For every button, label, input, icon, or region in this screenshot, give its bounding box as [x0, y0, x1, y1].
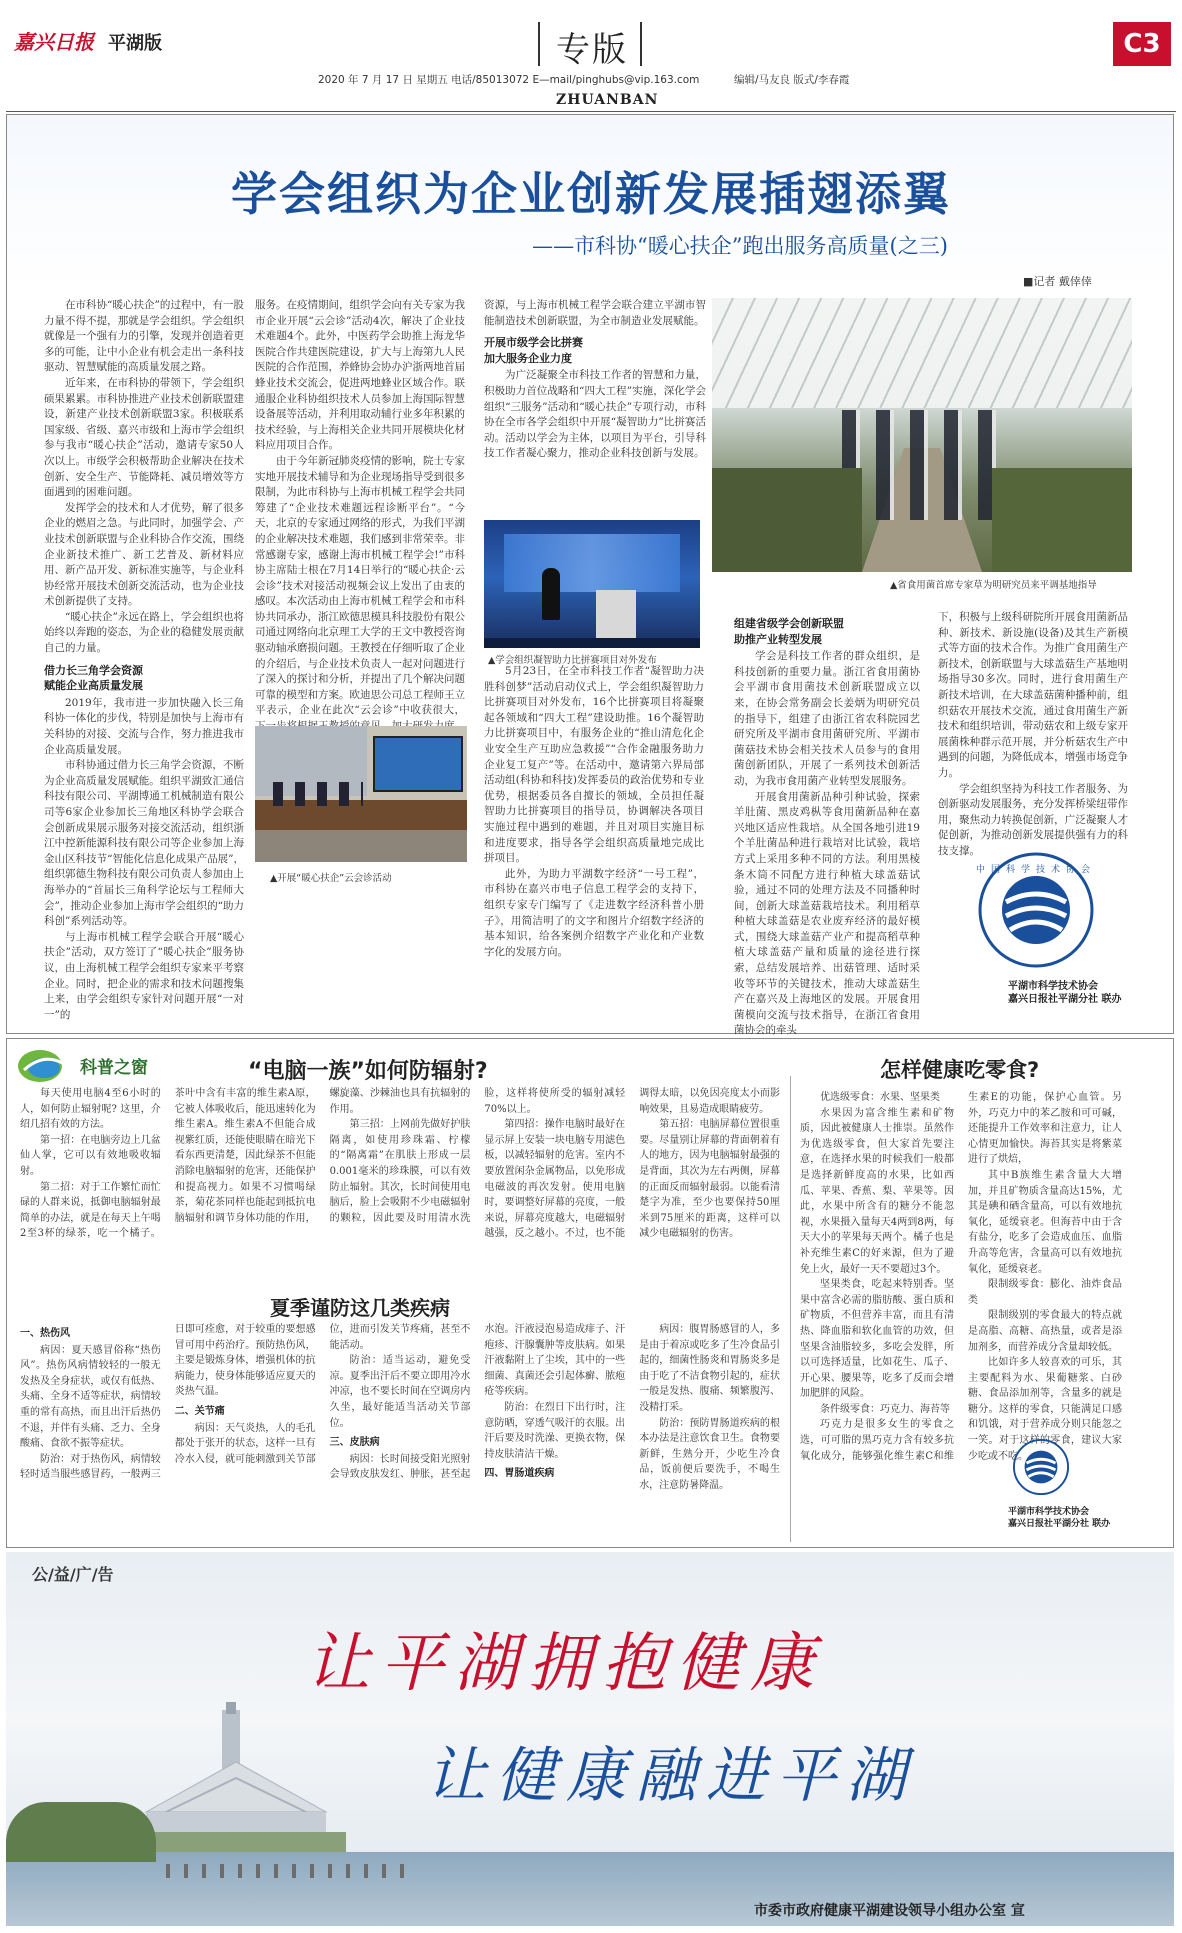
cast-logo-text: 中国科学技术协会: [975, 865, 1096, 875]
paragraph: 为广泛凝聚全市科技工作者的智慧和力量，积极助力首位战略和“四大工程”实施，深化学会组织“三服务”活动和“暖心扶企”专项行动，市科协在全市各学会组织中开展“凝智助力”比拼赛活动。活动以学会为主体，以项目为平台，引导科技工作者凝心聚力，推动企业科技创新与发展。: [484, 369, 706, 460]
paragraph: 限制级零食：膨化、油炸食品类: [968, 1279, 1122, 1306]
paragraph: 优选级零食：水果、坚果类: [820, 1092, 940, 1103]
section-heading: 二、关节痛: [174, 1405, 225, 1417]
ad-building: [126, 1702, 346, 1852]
section-heading: 四、胃肠道疾病: [484, 1468, 555, 1480]
paragraph: 防治：对于热伤风，病情较轻时适当服些感冒药，一般两三日即可痊愈，对于较重的要想感冒可用中药治疗。预防热伤风，主要是锻炼身体，增强机体的抗病能力，使身体能够适应夏天的炎热气温。: [20, 1324, 316, 1481]
greenhouse-roof: [712, 298, 1132, 408]
paragraph: 第一招：在电脑旁边上几盆仙人掌，它可以有效地吸收辐射。: [20, 1134, 161, 1177]
caption-stage: ▲学会组织凝智助力比拼赛项目对外发布: [488, 655, 657, 666]
paragraph: 发挥学会的技术和人才优势，解了很多企业的燃眉之急。与此同时，加强学会、产业技术创新联盟与企业科协合作交流，围绕企业新技术推广、新工艺普及、新材料应用、新产品开发、新标准实施等，与企业科协经常开展技术创新交流活动，也为企业技术创新提供了支持。: [44, 501, 244, 608]
paragraph: 此外，为助力平湖数字经济“一号工程”，市科协在嘉兴市电子信息工程学会的支持下，组织专家专门编写了《走进数字经济科普小册子》，用简洁明了的文字和图片介绍数字经济的基本知识，给各案例介绍数字产业化和产业数字化的发展方向。: [484, 867, 704, 958]
paragraph: 巧克力是很多女生的零食之选，可可脂的黑巧克力含有较多抗氧化成分，能够强化维生素C和维生素E的功能，保护心血管。另外，巧克力中的苯乙胺和可可碱，还能提升工作效率和注意力，让人心情更加愉快。海苔其实是将紫菜进行了烘焙，: [800, 1092, 1122, 1462]
paragraph: 市科协通过借力长三角学会资源，不断为企业高质量发展赋能。组织平湖致汇通信科技有限公司、平湖博通工机械制造有限公司等6家企业参加长三角地区科协学会联合会创新成果展示服务对接交流活动，组织浙江中控新能源科技有限公司等企业参加上海金山区科技节“智能化信息化成果产品展”，组织郭德生物科技有限公司负责人参加由上海举办的“首届长三角科学论坛与工程师大会”，推动企业参加上海市学会组织的“助力科创”系列活动等。: [44, 759, 244, 928]
meeting-floor: [255, 830, 467, 862]
paragraph: 病因：长时间接受阳光照射会导致皮肤发红、肿胀，甚至起水泡。汗液浸泡易造成痱子、汗疱疹、汗腺囊肿等皮肤病。如果汗液黏附上了尘埃，其中的一些细菌、真菌还会引起体癣、脓疱疮等疾病。: [329, 1324, 626, 1481]
feature-col-4: [734, 610, 920, 1037]
feature-col-2: [255, 298, 465, 718]
paragraph: 资源，与上海市机械工程学会联合建立平湖市智能制造技术创新联盟，为全市制造业发展赋能。: [484, 299, 706, 327]
meeting-screen: [373, 736, 463, 792]
stage-photo: [484, 520, 700, 648]
landmark-building-icon: [126, 1702, 346, 1852]
science-logo: [14, 1046, 74, 1086]
meeting-people: [273, 782, 363, 806]
science-article3-title: 怎样健康吃零食?: [880, 1058, 1040, 1082]
feature-headline: 学会组织为企业创新发展插翅添翼: [231, 167, 951, 221]
paragraph: 其中B族维生素含量大大增加，并且矿物质含量高达15%，尤其是碘和硒含量高，可以有效地抗氧化，延缓衰老。但海苔中由于含有盐分，吃多了会造成血压、血脂升高等危害，含量高可以有效地抗氧化，延缓衰老。: [968, 1169, 1122, 1275]
paragraph: 比如许多人较喜欢的可乐，其主要配料为水、果葡糖浆、白砂糖、食品添加剂等，含量多的就是糖分。这样的零食，只能满足口感和饥饿，对于营养成分则只能忽之一笑。对于这样的零食，建议大家少吃或不吃。: [968, 1357, 1122, 1462]
ad-slogan-1: 让平湖拥抱健康: [306, 1627, 824, 1701]
editors: 编辑/马友良 版式/李春霞: [734, 74, 850, 86]
stage-speaker: [542, 568, 560, 620]
paragraph: 每天使用电脑4至6小时的人，如何防止辐射呢? 这里，介绍几招有效的方法。: [20, 1088, 161, 1131]
ad-footer: 市委市政府健康平湖建设领导小组办公室 宣: [754, 1903, 1025, 1919]
edition-label: 平湖版: [108, 33, 162, 54]
greenhouse-plants-right: [992, 468, 1132, 572]
meeting-photo: [255, 726, 467, 862]
paragraph: 条件级零食：巧克力、海苔等: [820, 1403, 950, 1415]
paper-logo: 嘉兴日报: [14, 30, 94, 54]
paragraph: 开展食用菌新品种引种试验，探索羊肚菌、黑皮鸡枞等食用菌新品种在嘉兴地区适应性栽培。从全国各地引进19个羊肚菌品种进行栽培对比试验，栽培方式上采用多种不同的方法。利用黑棱条木筒不同配方进行种植大球盖菇试验，通过不同的处理方法及不同播种时间，创新大球盖菇栽培技术。利用稻草种植大球盖菇是农业废弃经济的最好模式，围绕大球盖菇产业产和提高稻草种植大球盖菇产量和质量的途径进行探索，总结发展培养、出菇管理、适时采收等环节的关键技术，推动大球盖菇生产在嘉兴及上海地区的发展。开展食用菌模向交流与技术指导，在浙江省食用菌协会的牵头: [734, 790, 920, 1037]
section-heading: 组建省级学会创新联盟 助推产业转型发展: [734, 617, 844, 646]
caption-main: ▲省食用菌首席专家草为明研究员来平调基地指导: [890, 580, 1097, 591]
feature-col-5: [938, 610, 1128, 857]
section-heading: 一、热伤风: [20, 1328, 70, 1339]
paragraph: 限制级别的零食最大的特点就是高脂、高糖、高热量，或者是添加剂多，而营养成分含量却较低。: [968, 1310, 1122, 1353]
paragraph: 第二招：对于工作繁忙而忙碌的人群来说，抵御电脑辐射最简单的办法，就是在每天上午喝2至3杯的绿茶，吃一个橘子。茶叶中含有丰富的维生素A原，它被人体吸收后，能迅速转化为维生素A。维生素A不但能合成视紫红质，还能使眼睛在暗光下看东西更清楚，因此绿茶不但能消除电脑辐射的危害，还能保护和提高视力。如果不习惯喝绿茶，菊花茶同样也能起到抵抗电脑辐射和调节身体功能的作用，螺旋藻、沙棘油也具有抗辐射的作用。: [20, 1088, 471, 1240]
section-divider-left: [538, 22, 540, 66]
paragraph: 坚果类食，吃起来特别香。坚果中富含必需的脂肪酸、蛋白质和矿物质，不但营养丰富，而且有清热、降血脂和软化血管的功效，但坚果含油脂较多，多吃会发胖，所以可选择适量，比如花生、瓜子、开心果、腰果等，吃多了反而会增加肥胖的风险。: [800, 1279, 954, 1400]
ad-panel: [6, 1552, 1174, 1926]
greenhouse-people: [842, 410, 1002, 520]
paragraph: 病因：天气炎热，人的毛孔都处于张开的状态，这样一旦有冷水入侵，就可能刺激到关节部位，进而引发关节疼痛，甚至不能活动。: [174, 1324, 471, 1465]
paragraph: 水果因为富含维生素和矿物质，因此被健康人士推崇。虽然作为优选级零食，但大家首先要注意，在选择水果的时候我们一般都是选择新鲜度高的水果，比如西瓜、苹果、香蕉、梨、苹果等。因此，水果中所含有的糖分不能忽视，水果摄入量每天4两到8两，每天大小的苹果每天两个。橘子也是补充维生素C的好来源，但为了避免上火，最好一天不要超过3个。: [800, 1107, 954, 1275]
paragraph: 第五招：电脑屏幕位置很重要。尽量别让屏幕的背面朝着有人的地方，因为电脑辐射最强的是背面，其次为左右两侧，屏幕的正面反而辐射最弱。以能看清楚字为准，至少也要保持50厘米到75厘米的距离，这样可以减少电磁辐射的伤害。: [639, 1119, 780, 1240]
paragraph: 防治：适当运动，避免受凉。夏季出汗后不要立即用冷水冲凉，也不要长时间在空调房内久坐，最好能适当活动关节部位。: [329, 1355, 471, 1429]
masthead-rule: [6, 111, 1176, 112]
section-heading: 三、皮肤病: [329, 1437, 380, 1449]
dateline: 2020 年 7 月 17 日 星期五 电话/85013072 E—mail/pinghubs@vip.163.com: [318, 74, 700, 86]
paragraph: 近年来，在市科协的带领下，学会组织硕果累累。市科协推进产业技术创新联盟建设，新建产业技术创新联盟3家。积极联系国家级、省级、嘉兴市级和上海市学会组织参与我市“暖心扶企”活动，邀请专家50人次以上。市级学会积极帮助企业解决在技术创新、安全生产、节能降耗、减员增效等方面遇到的困难问题。: [44, 376, 244, 499]
science-window-icon: [14, 1046, 74, 1086]
science-article2-title: 夏季谨防这几类疾病: [270, 1296, 450, 1320]
paragraph: 5月23日，在全市科技工作者“凝智助力决胜科创梦”活动启动仪式上，学会组织凝智助力比拼赛项目对外发布，16个比拼赛项目将凝聚起各领域和“四大工程”建设助推。16个凝智助力比拼赛项目中，有服务企业的“推山清危化企业安全生产互助应急救援”“合作金融服务助力企业复工复产”等。在活动中，邀请第六界局部活动组(科协和科技)发挥委员的政治优势和专业优势，根据委员各自擅长的领域，全员担任凝智助力比拼赛项目的指导员，协调解决各项目实施过程中遇到的难题，并且对项目实施目标和进度要求，指导各学会组织高质量地完成比拼项目。: [484, 665, 704, 865]
science-column-name: 科普之窗: [80, 1058, 148, 1078]
caption-meeting: ▲开展“暖心扶企”云会诊活动: [270, 873, 392, 884]
section-heading: 借力长三角学会资源 赋能企业高质量发展: [44, 663, 143, 693]
paragraph: 第四招：操作电脑时最好在显示屏上安装一块电脑专用滤色板，以减轻辐射的危害。室内不要放置闲杂金属物品，以免形成电磁波的再次发射。使用电脑时，要调整好屏幕的亮度，一般来说，屏幕亮度越大，电磁辐射越强，反之越小。不过，也不能调得太暗，以免因亮度太小而影响效果，且易造成眼睛疲劳。: [484, 1088, 780, 1240]
ad-trees: [6, 1802, 156, 1862]
paragraph: 在市科协“暖心扶企”的过程中，有一股力量不得不提，那就是学会组织。学会组织就像是一个强有力的引擎，发现并创造着更多的可能，让中小企业有机会走出一条科技驱动、智慧赋能的高质量发展之路。: [44, 299, 244, 374]
feature-col-3b: [484, 664, 704, 1028]
greenhouse-photo: [712, 298, 1132, 572]
page-number: C3: [1113, 22, 1171, 66]
science-article3-body: [800, 1090, 1122, 1540]
paragraph: 学会组织坚持为科技工作者服务、为创新驱动发展服务，充分发挥桥梁纽带作用，聚焦动力转换促创新，广泛凝聚人才促创新，为推动创新发展提供强有力的科技支撑。: [938, 782, 1128, 857]
feature-col-1: [44, 298, 244, 1032]
science-cast-logo: [1012, 1438, 1070, 1496]
paragraph: 学会是科技工作者的群众组织，是科技创新的重要力量。浙江省食用菌协会平湖市食用菌技术创新联盟成立以来，在协会常务副会长姜炳为明研究员的指导下，组建了由浙江省农科院园艺研究所及平湖市食用菌研究所、平湖市菌菇技术协会相关技术人员参与的食用菌创新团队，开展了一系列技术创新活动，为我市食用菌产业转型发展服务。: [734, 650, 920, 787]
paragraph: 病因：夏天感冒俗称“热伤风”。热伤风病情较轻的一般无发热及全身症状，或仅有低热、头痛、全身不适等症状，病情较重的常有高热，而且出汗后热仍不退，并伴有头痛、乏力、全身酸痛、食欲不振等症状。: [20, 1344, 161, 1450]
feature-subtitle: ——市科协“暖心扶企”跑出服务高质量(之三): [532, 234, 948, 258]
ad-bridge: [166, 1864, 406, 1878]
paragraph: 服务。在疫情期间，组织学会向有关专家为我市企业开展“云会诊”活动4次，解决了企业技术难题4个。此外，中医药学会助推上海龙华医院合作共建医院建设，扩大与上海第九人民医院的合作范围，养蜂协会协办沪浙两地首届蜂业技术交流会，促进两地蜂业区域合作。联通服企业科协组织技术人员参加上海国际智慧设备展等活动，并利用取动辅行业多年积累的技术经验，与上海相关企业共同开展模块化材料应用项目合作。: [255, 299, 465, 452]
paragraph: 2019年，我市进一步加快融入长三角科协一体化的步伐，特别是加快与上海市有关科协的对接、交流与合作，努力推进我市企业高质量发展。: [44, 696, 244, 756]
section-title: 专版: [556, 30, 628, 70]
cast-logo-small-icon: [1012, 1438, 1070, 1496]
feature-sponsor: 平湖市科学技术协会 嘉兴日报社平湖分社 联办: [1008, 981, 1122, 1005]
paragraph: 第三招：上网前先做好护肤隔离，如使用珍珠霜、柠檬的“隔离霜”在肌肤上形成一层0.001毫米的珍珠膜，可以有效防止辐射。其次，长时间使用电脑后，脸上会吸附不少电磁辐射的颗粒，因此要及时用清水洗脸，这样将使所受的辐射减轻70%以上。: [329, 1088, 626, 1224]
paragraph: 防治：预防胃肠道疾病的根本办法是注意饮食卫生。食物要新鲜，生熟分开，少吃生冷食品，饭前便后要洗手，不喝生水，注意防暑降温。: [639, 1417, 780, 1491]
ad-slogan-2: 让健康融进平湖: [426, 1741, 916, 1811]
section-pinyin: ZHUANBAN: [556, 92, 659, 108]
paragraph: 下，积极与上级科研院所开展食用菌新品种、新技术、新设施(设备)及其生产新模式等方面的技术合作。为推广食用菌生产新技术，创新联盟与大球盖菇生产基地明场指导30多次。同时，进行食用菌生产新技术培训，在大球盖菇菌种播种前，组织菇农开展技术交流，通过食用菌生产新技术和组织培训，带动菇农和上级专家开展菌株种群示范开展，并分析菇农生产中遇到的问题，为降低成本，增强市场竞争力。: [938, 611, 1128, 779]
section-heading: 开展市级学会比拼赛 加大服务企业力度: [484, 336, 583, 365]
masthead: [0, 0, 1182, 112]
stage-screen: [504, 534, 680, 592]
ad-label: 公/益/广/告: [32, 1565, 114, 1584]
science-article1-body: [20, 1086, 780, 1286]
feature-col-3: [484, 298, 706, 528]
section-divider-right: [640, 22, 642, 66]
paragraph: 由于今年新冠肺炎疫情的影响，院士专家实地开展技术辅导和为企业现场指导受到很多限制，为此市科协与上海市机械工程学会共同筹建了“企业技术难题远程诊断平台”。“今天，北京的专家通过网络的形式，为我们平湖的企业解决技术难题，我们感到非常荣幸。非常感谢专家，感谢上海市机械工程学会!”市科协主席陆士根在7月14日举行的“暖心扶企·云会诊”技术对接活动视频会议上发出了由衷的感叹。本次活动由上海市机械工程学会和市科协共同承办，浙江欧德思模具科技股份有限公司通过网络向北京理工大学的王文中教授咨询驱动轴承磨损问题。王教授在仔细听取了企业的介绍后，与企业技术负责人一起对问题进行了深入的探讨和分析，并提出了几个解决问题可靠的模型和方案。欧迪思公司总工程师王立平表示，企业在此次“云会诊”中收获很大，: [255, 454, 465, 717]
paragraph: 病因：腹胃肠感冒的人，多是由于着凉或吃多了生冷食品引起的，细菌性肠炎和胃肠炎多是由于吃了不洁食物引起的，症状一般是发热、腹痛、频繁腹泻、没精打采。: [639, 1324, 780, 1413]
science-article2-body: [20, 1322, 780, 1542]
paragraph: 防治：在烈日下出行时，注意防晒，穿透气吸汗的衣服。出汗后要及时洗澡、更换衣物，保持皮肤清洁干燥。: [484, 1401, 626, 1460]
paragraph: 与上海市机械工程学会联合开展“暖心扶企”活动，双方签订了“暖心扶企”服务协议，由上海机械工程学会组织专家来平考察企业。同时，把企业的需求和技术问题搜集上来，由学会组织专家针对问题开展“一对一”的: [44, 930, 244, 1021]
greenhouse-plants-left: [712, 468, 862, 572]
science-divider: [790, 1076, 791, 1542]
stage-floor: [484, 638, 700, 648]
paragraph: “暖心扶企”永远在路上，学会组织也将始终以奔跑的姿态，为企业的稳健发展贡献自己的力量。: [44, 610, 244, 655]
byline: ■记者 戴倖倖: [1023, 275, 1092, 288]
science-article1-title: “电脑一族”如何防辐射?: [248, 1059, 488, 1084]
stage-podium: [596, 590, 636, 642]
science-sponsor: 平湖市科学技术协会 嘉兴日报社平湖分社 联办: [1008, 1507, 1111, 1529]
